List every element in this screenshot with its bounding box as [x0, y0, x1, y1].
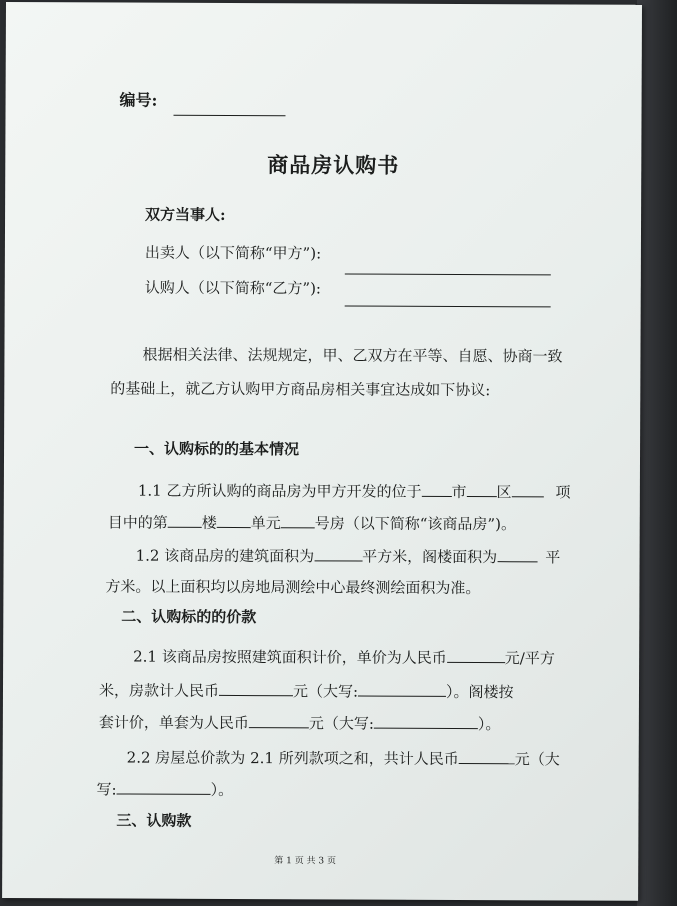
clause-2-2-line-1: 2.2 房屋总价款为 2.1 所列款项之和，共计人民币 元（大: [126, 748, 560, 769]
section-1-heading: 一、认购标的的基本情况: [134, 439, 300, 459]
preamble-line-2: 的基础上，就乙方认购甲方商品房相关事宜达成如下协议:: [110, 379, 491, 400]
buyer-blank: [345, 305, 551, 307]
clause-1-1-line-1: 1.1 乙方所认购的商品房为甲方开发的位于 市 区 项: [137, 481, 571, 502]
background-edge: [637, 0, 677, 906]
page-footer: 第 1 页 共 3 页: [274, 856, 337, 867]
clause-2-2-line-2: 写: ）。: [96, 780, 234, 799]
seller-label: 出卖人（以下简称“甲方”):: [144, 243, 322, 263]
buyer-label: 认购人（以下简称“乙方”):: [144, 278, 322, 298]
parties-heading: 双方当事人:: [145, 205, 226, 224]
seller-blank: [345, 273, 551, 275]
clause-1-2-line-2: 方米。以上面积均以房地局测绘中心最终测绘面积为准。: [105, 577, 481, 598]
clause-2-1-line-3: 套计价，单套为人民币 元（大写: ）。: [98, 713, 501, 734]
section-3-heading: 三、认购款: [116, 811, 192, 830]
preamble-line-1: 根据相关法律、法规规定，甲、乙双方在平等、自愿、协商一致: [142, 345, 563, 366]
document-number-blank: [174, 115, 286, 116]
clause-2-1-line-2: 米，房款计人民币 元（大写: ）。阁楼按: [98, 681, 514, 702]
contract-page: [2, 2, 642, 901]
section-2-heading: 二、认购标的的价款: [121, 607, 257, 627]
document-title: 商品房认购书: [267, 152, 400, 178]
clause-1-2-line-1: 1.2 该商品房的建筑面积为 平方米，阁楼面积为 平: [135, 546, 561, 567]
document-number-label: 编号:: [119, 90, 158, 110]
clause-2-1-line-1: 2.1 该商品房按照建筑面积计价，单价为人民币 元/平方: [133, 647, 555, 668]
clause-1-1-line-2: 目中的第 楼 单元 号房（以下简称“该商品房”)。: [107, 513, 517, 534]
